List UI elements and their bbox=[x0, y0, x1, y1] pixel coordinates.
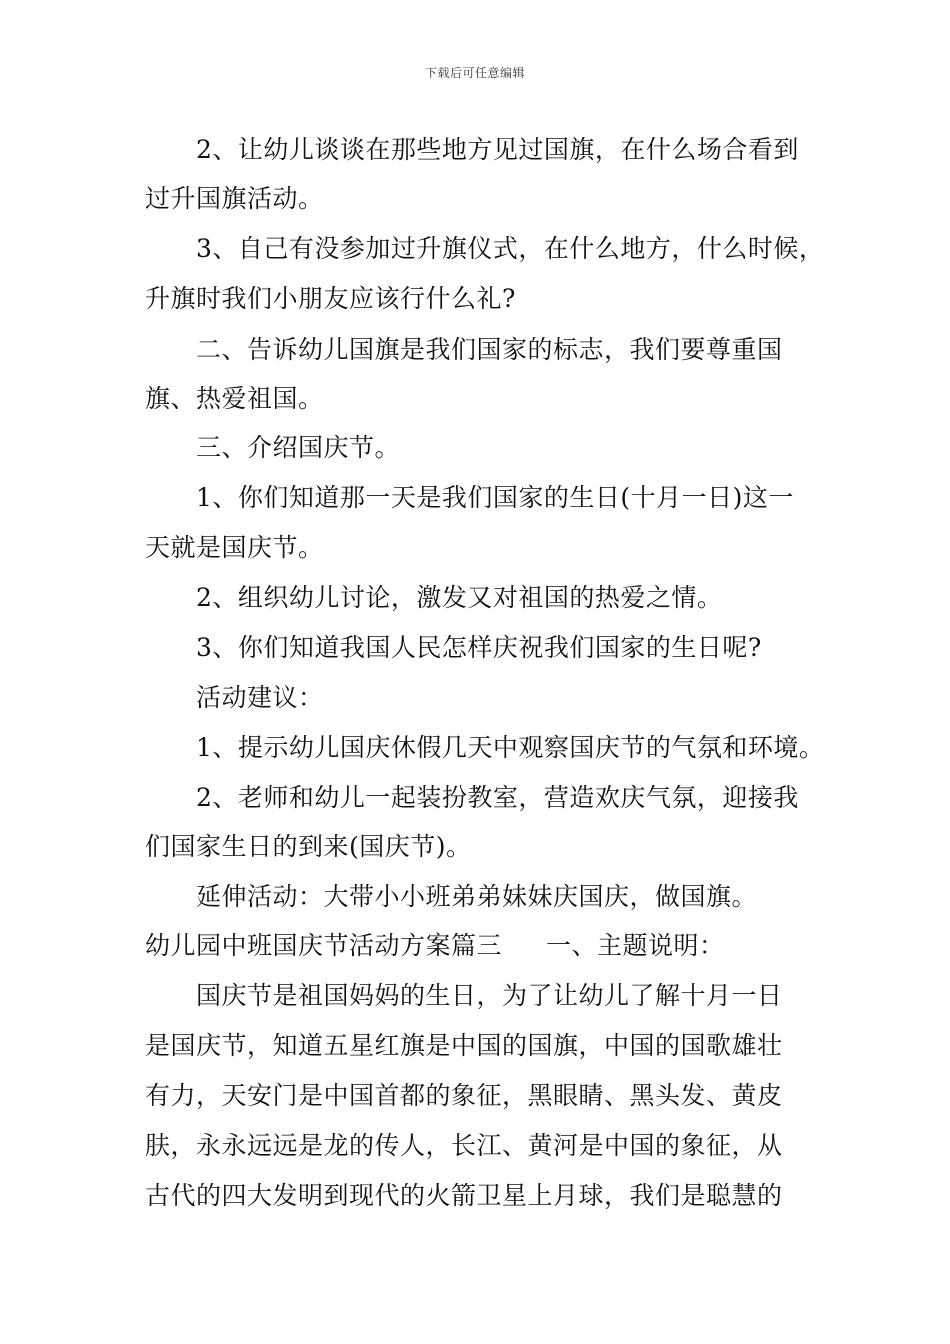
paragraph-line: 国庆节是祖国妈妈的生日，为了让幼儿了解十月一日 bbox=[196, 981, 783, 1010]
paragraph-line: 二、告诉幼儿国旗是我们国家的标志，我们要尊重国 bbox=[196, 335, 783, 364]
paragraph-line: 天就是国庆节。 bbox=[145, 533, 324, 562]
paragraph-line: 肤，永永远远是龙的传人，长江、黄河是中国的象征，从 bbox=[145, 1131, 783, 1160]
paragraph-line: 3、你们知道我国人民怎样庆祝我们国家的生日呢? bbox=[196, 633, 762, 662]
section-heading bbox=[145, 930, 725, 962]
page-header: 下载后可任意编辑 bbox=[424, 66, 525, 80]
paragraph-line: 三、介绍国庆节。 bbox=[196, 433, 401, 462]
paragraph-line: 延伸活动：大带小小班弟弟妹妹庆国庆，做国旗。 bbox=[196, 882, 758, 911]
paragraph-line: 们国家生日的到来(国庆节)。 bbox=[145, 832, 472, 861]
paragraph-line: 是国庆节，知道五星红旗是中国的国旗，中国的国歌雄壮 bbox=[145, 1031, 783, 1060]
paragraph-line: 古代的四大发明到现代的火箭卫星上月球，我们是聪慧的 bbox=[145, 1181, 783, 1210]
paragraph-line: 活动建议： bbox=[196, 683, 324, 712]
paragraph-line: 有力，天安门是中国首都的象征，黑眼睛、黑头发、黄皮 bbox=[145, 1081, 783, 1110]
paragraph-line: 旗、热爱祖国。 bbox=[145, 384, 324, 413]
paragraph-line: 2、组织幼儿讨论，激发又对祖国的热爱之情。 bbox=[196, 583, 723, 612]
section-subtitle: 一、主题说明： bbox=[546, 931, 725, 960]
paragraph-line: 1、提示幼儿国庆休假几天中观察国庆节的气氛和环境。 bbox=[196, 733, 825, 762]
paragraph-line: 1、你们知道那一天是我们国家的生日(十月一日)这一 bbox=[196, 483, 794, 512]
section-title: 幼儿园中班国庆节活动方案篇三 bbox=[145, 931, 503, 960]
paragraph-line: 2、老师和幼儿一起装扮教室，营造欢庆气氛，迎接我 bbox=[196, 783, 799, 812]
paragraph-line: 2、让幼儿谈谈在那些地方见过国旗，在什么场合看到 bbox=[196, 135, 799, 164]
paragraph-line: 3、自己有没参加过升旗仪式，在什么地方，什么时候， bbox=[196, 234, 825, 263]
paragraph-line: 升旗时我们小朋友应该行什么礼? bbox=[145, 284, 516, 313]
paragraph-line: 过升国旗活动。 bbox=[145, 184, 324, 213]
